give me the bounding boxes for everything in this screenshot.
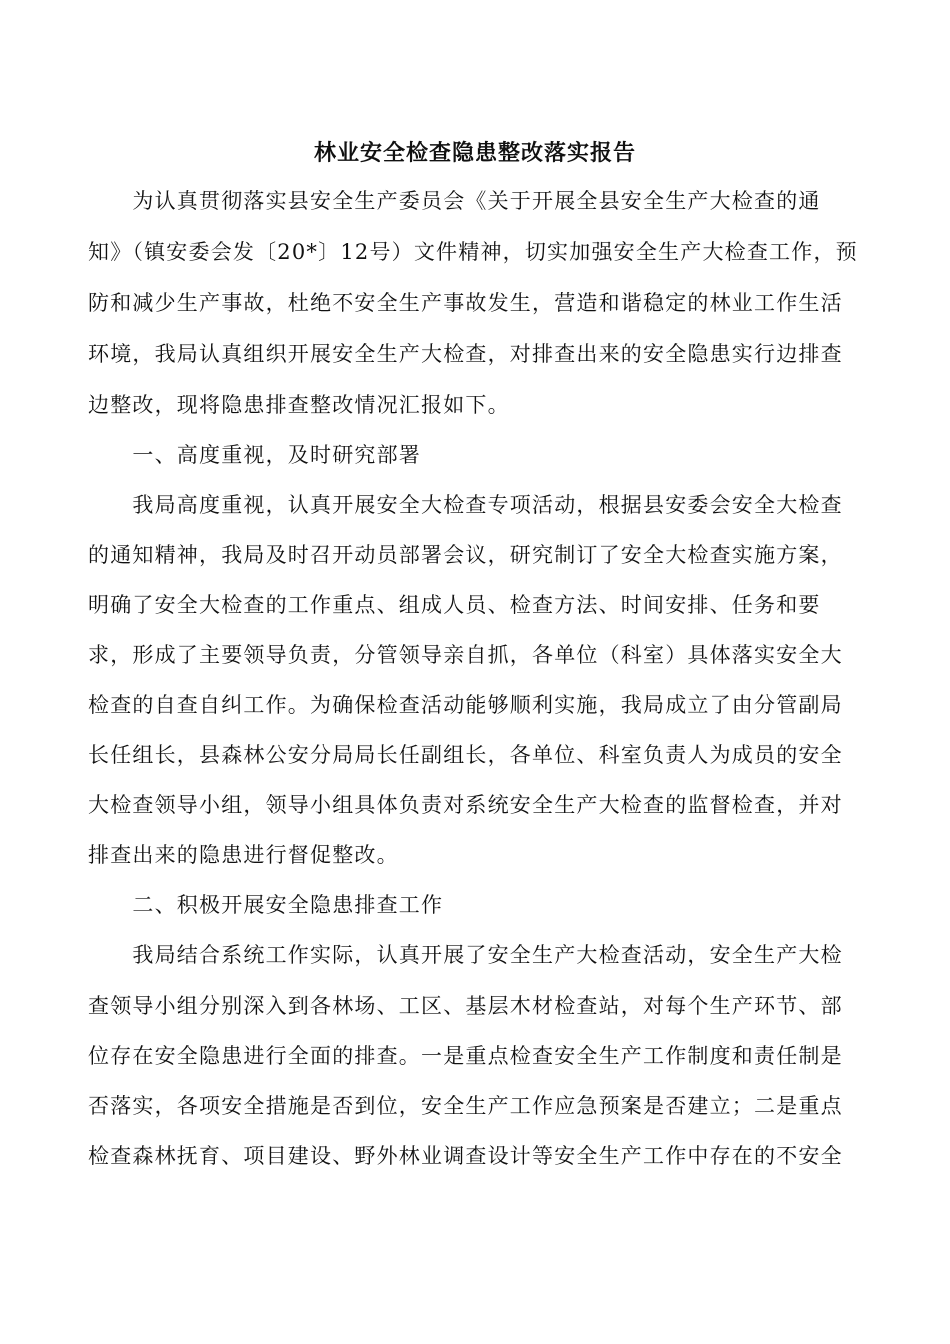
paragraph-line: 知》（镇安委会发〔20*〕12号）文件精神，切实加强安全生产大检查工作，预 [88,240,858,264]
paragraph-line: 否落实，各项安全措施是否到位，安全生产工作应急预案是否建立；二是重点 [88,1094,843,1118]
paragraph-line: 检查的自查自纠工作。为确保检查活动能够顺利实施，我局成立了由分管副局 [88,693,843,717]
paragraph-line: 的通知精神，我局及时召开动员部署会议，研究制订了安全大检查实施方案， [88,543,843,567]
paragraph-line: 边整改，现将隐患排查整改情况汇报如下。 [88,393,510,417]
paragraph-line: 排查出来的隐患进行督促整改。 [88,843,399,867]
paragraph-line: 查领导小组分别深入到各林场、工区、基层木材检查站，对每个生产环节、部 [88,994,843,1018]
paragraph-line: 长任组长，县森林公安分局局长任副组长，各单位、科室负责人为成员的安全 [88,743,843,767]
paragraph-line: 检查森林抚育、项目建设、野外林业调查设计等安全生产工作中存在的不安全 [88,1144,843,1168]
paragraph-line: 为认真贯彻落实县安全生产委员会《关于开展全县安全生产大检查的通 [88,189,821,213]
paragraph-line: 明确了安全大检查的工作重点、组成人员、检查方法、时间安排、任务和要 [88,593,821,617]
section-heading: 二、积极开展安全隐患排查工作 [88,893,444,917]
paragraph-line: 防和减少生产事故，杜绝不安全生产事故发生，营造和谐稳定的林业工作生活 [88,291,843,315]
paragraph-line: 大检查领导小组，领导小组具体负责对系统安全生产大检查的监督检查，并对 [88,793,843,817]
paragraph-line: 求，形成了主要领导负责，分管领导亲自抓，各单位（科室）具体落实安全大 [88,643,843,667]
document-title: 林业安全检查隐患整改落实报告 [313,140,636,166]
paragraph-line: 位存在安全隐患进行全面的排查。一是重点检查安全生产工作制度和责任制是 [88,1044,843,1068]
paragraph-line: 我局高度重视，认真开展安全大检查专项活动，根据县安委会安全大检查 [88,493,843,517]
section-heading: 一、高度重视，及时研究部署 [88,443,421,467]
paragraph-line: 我局结合系统工作实际，认真开展了安全生产大检查活动，安全生产大检 [88,943,843,967]
paragraph-line: 环境，我局认真组织开展安全生产大检查，对排查出来的安全隐患实行边排查 [88,342,843,366]
